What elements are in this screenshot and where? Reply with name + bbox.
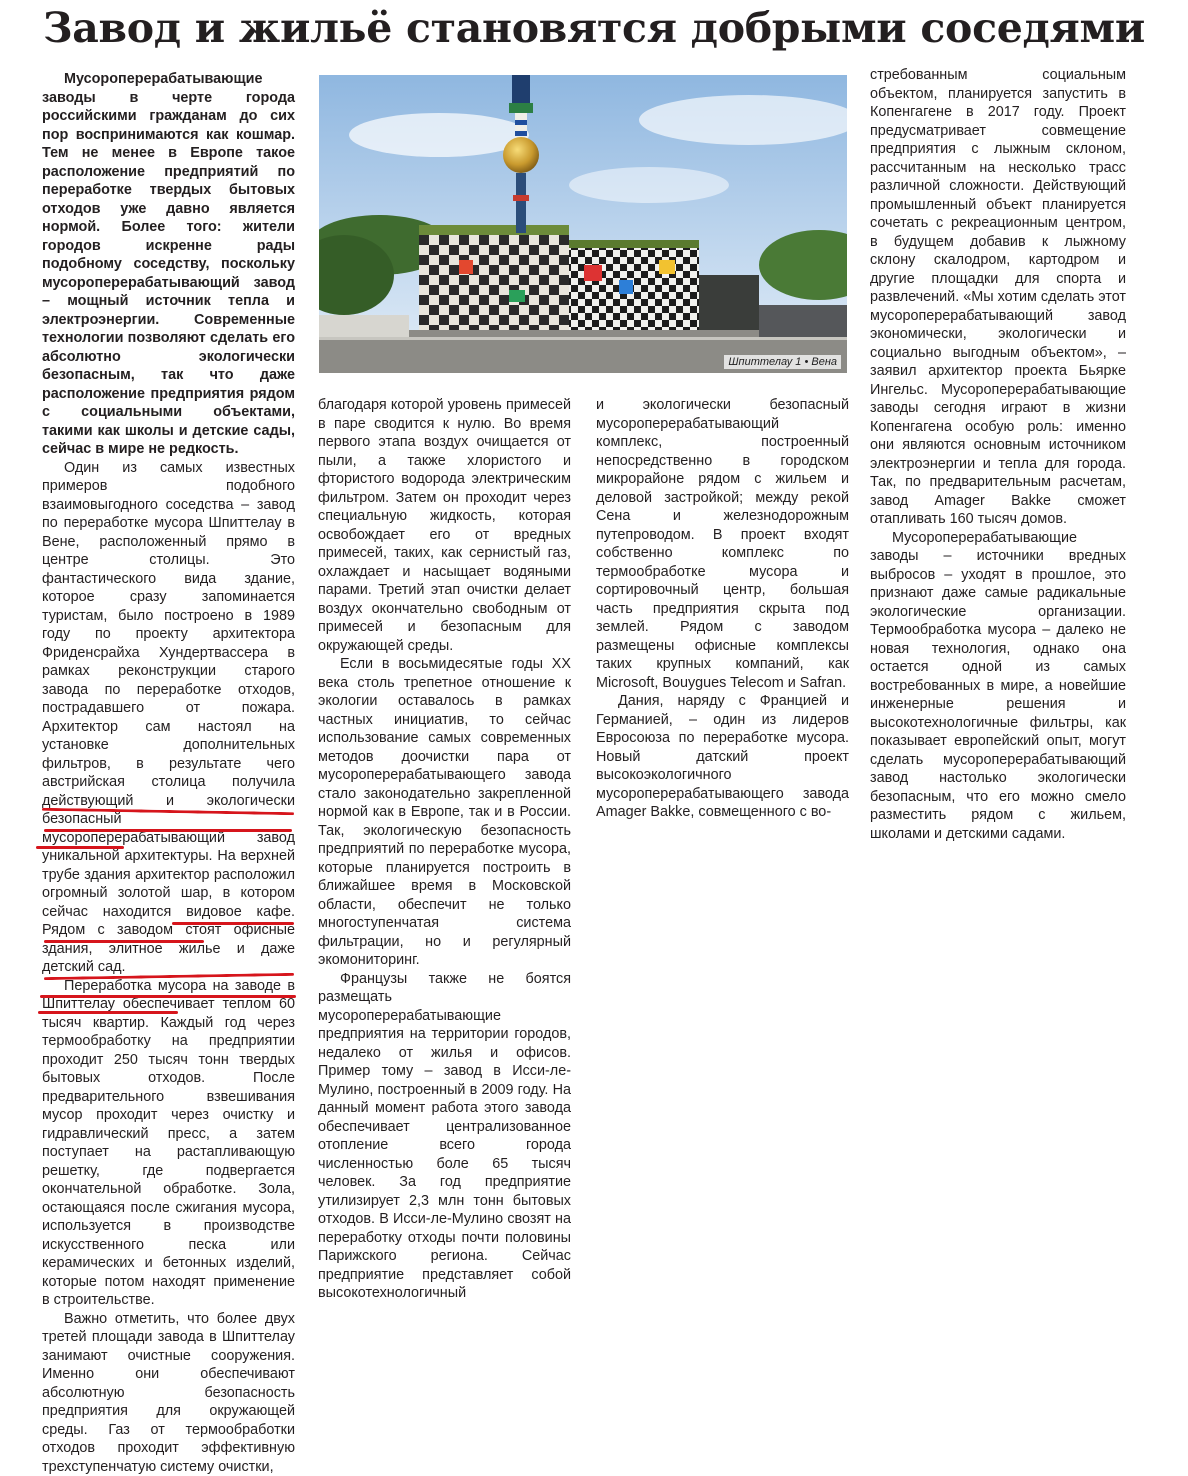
article-column-3: [596, 396, 849, 822]
article-column-1: [42, 70, 295, 1476]
red-underline: [44, 940, 204, 943]
article-paragraph: благодаря которой уровень примесей в паре сводится к нулю. Во время первого этапа воздух очищается от пыли, а также хлористого и фтористого водорода электрическим фильтром. Затем он проходит через специальную жидкость, которая освобождает его от вредных примесей, таких, как сернистый газ, охлаждает и насыщает водяными парами. Третий этап очистки делает воздух окончательно свободным от примесей и безопасным для окружающей среды.: [318, 396, 571, 655]
article-paragraph: стребованным социальным объектом, планируется запустить в Копенгагене в 2017 году. Проект предусматривает совмещение предприятия с лыжным склоном, рассчитанным на несколько трасс различной сложности. Действующий промышленный объект планируется сочетать с рекреационным центром, в будущем добавив к лыжному склону скалодром, картодром и другие площадки для спорта и развлечений. «Мы хотим сделать этот мусороперерабатывающий завод экономически, экологически и социально выгодным объектом», – заявил архитектор проекта Бьярке Ингельс. Мусороперерабатывающие заводы сегодня играют в жизни Копенгагена особую роль: именно они являются основным источником электроэнергии и тепла для города. Так, по предварительным расчетам, завод Amager Bakke сможет отапливать 160 тысяч домов.: [870, 66, 1126, 529]
photo-caption: Шпиттелау 1 • Вена: [724, 355, 841, 369]
red-underline: [172, 922, 294, 925]
lead-paragraph: Мусороперерабатывающие заводы в черте города российскими гражданам до сих пор воспринимаются как кошмар. Тем не менее в Европе такое расположение предприятий по переработке твердых бытовых отходов уже давно является нормой. Более того: жители городов искренне рады подобному соседству, поскольку мусороперерабатывающий завод – мощный источник тепла и электроэнергии. Современные технологии позволяют сделать его абсолютно экологически безопасным, так что даже расположение предприятия рядом с социальными объектами, такими как школы и детские сады, сейчас в мире не редкость.: [42, 70, 295, 459]
article-paragraph: Если в восьмидесятые годы XX века столь трепетное отношение к экологии оставалось в рамках частных инициатив, то сейчас использование самых современных методов доочистки пара от мусороперерабатывающего завода стало законодательно закрепленной нормой как в Европе, так и в России. Так, экологическую безопасность предприятий по переработке мусора, которые планируется построить в ближайшее время в Московской области, обеспечит не только многоступенчатая система фильтрации, но и регулярный экомониторинг.: [318, 655, 571, 970]
article-paragraph: Дания, наряду с Францией и Германией, – один из лидеров Евросоюза по переработке мусора. Новый датский проект высокоэкологичного мусороперерабатывающего завода Amager Bakke, совмещенного с во-: [596, 692, 849, 822]
article-paragraph: Важно отметить, что более двух третей площади завода в Шпиттелау занимают очистные сооружения. Именно они обеспечивают абсолютную безопасность предприятия для окружающей среды. Газ от термообработки отходов проходит эффективную трехступенчатую систему очистки,: [42, 1310, 295, 1476]
article-column-2: [318, 396, 571, 1303]
red-underline: [44, 829, 292, 832]
headline: Завод и жильё становятся добрыми соседями: [0, 2, 1188, 54]
photo-spittelau: [319, 75, 847, 373]
spittelau-plant-illustration: [319, 75, 847, 373]
article-paragraph: Мусороперерабатывающие заводы – источники вредных выбросов – уходят в прошлое, это признают даже самые радикальные экологические организации. Термообработка мусора – далеко не новая технология, однако она остается одной из самых востребованных в мире, а новейшие инженерные решения и высокотехнологичные фильтры, как показывает европейский опыт, могут сделать мусороперерабатывающий завод настолько экологически безопасным, что его можно смело разместить рядом с жильем, школами и детскими садами.: [870, 529, 1126, 844]
red-underline: [40, 995, 296, 998]
red-underline: [36, 846, 124, 849]
red-underline: [38, 1011, 178, 1014]
article-paragraph: и экологически безопасный мусороперерабатывающий комплекс, построенный непосредственно в городском микрорайоне рядом с жильем и деловой застройкой; между рекой Сена и железнодорожным путепроводом. В проект входят собственно комплекс по термообработке мусора и сортировочный центр, большая часть предприятия скрыта под землей. Рядом с заводом размещены офисные комплексы таких крупных компаний, как Microsoft, Bouygues Telecom и Safran.: [596, 396, 849, 692]
article-paragraph: Французы также не боятся размещать мусороперерабатывающие предприятия на территории городов, недалеко от жилья и офисов. Пример тому – завод в Исси-ле-Мулино, построенный в 2009 году. На данный момент работа этого завода обеспечивает централизованное отопление всего города численностью боле 65 тысяч человек. За год предприятие утилизирует 2,3 млн тонн бытовых отходов. В Исси-ле-Мулино свозят на переработку отходы почти половины Парижского региона. Сейчас предприятие представляет собой высокотехнологичный: [318, 970, 571, 1303]
article-paragraph: Переработка мусора на заводе в Шпиттелау обеспечивает теплом 60 тысяч квартир. Каждый год через термообработку на предприятии проходит 250 тысяч тонн твердых бытовых отходов. После предварительного взвешивания мусор проходит через очистку и гидравлический пресс, а затем поступает на растапливающую решетку, где подвергается окончательной обработке. Зола, остающаяся после сжигания мусора, используется в производстве искусственного песка или керамических и бетонных изделий, которые потом находят применение в строительстве.: [42, 977, 295, 1310]
article-column-4: [870, 66, 1126, 843]
article-paragraph: Один из самых известных примеров подобного взаимовыгодного соседства – завод по переработке мусора Шпиттелау в Вене, расположенный прямо в центре столицы. Это фантастического вида здание, которое сразу запоминается туристам, было построено в 1989 году по проекту архитектора Фриденсрайха Хундертвассера в рамках реконструкции старого завода по переработке отходов, пострадавшего от пожара. Архитектор сам настоял на установке дополнительных фильтров, в результате чего австрийская столица получила действующий и экологически безопасный мусороперерабатывающий завод уникальной архитектуры. На верхней трубе здания архитектор расположил огромный золотой шар, в котором сейчас находится видовое кафе. Рядом с заводом стоят офисные здания, элитное жилье и даже детский сад.: [42, 459, 295, 977]
